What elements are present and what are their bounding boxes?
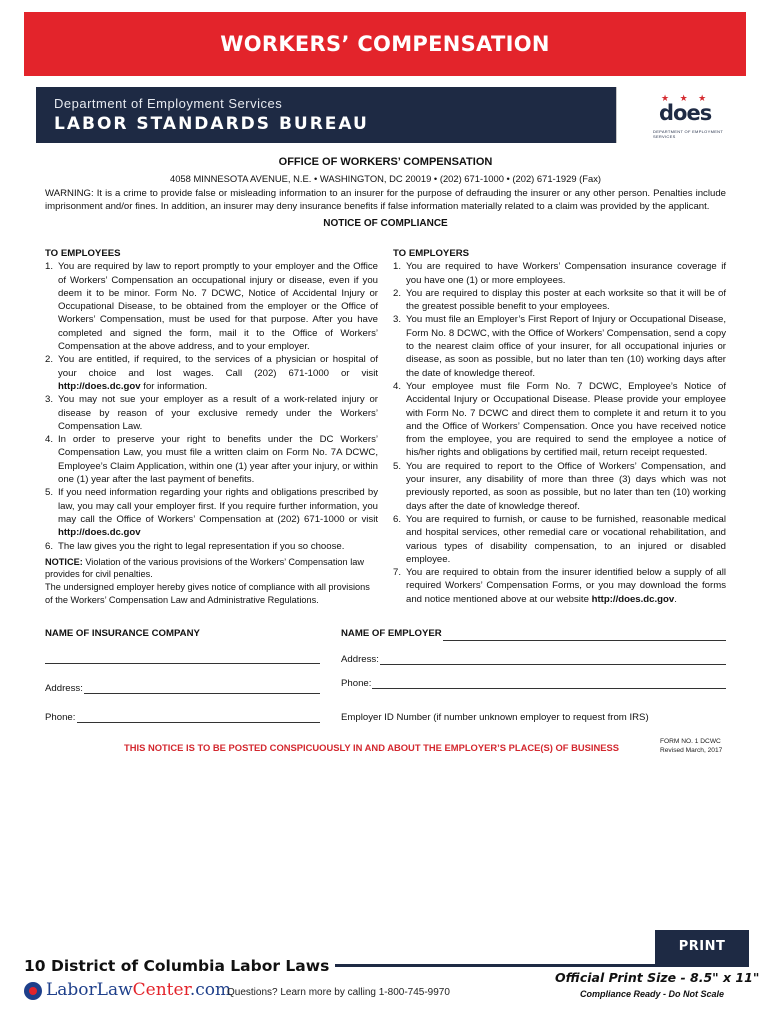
form-number: [660, 738, 722, 755]
bureau-name: LABOR STANDARDS BUREAU: [54, 114, 369, 134]
insurance-company-label: NAME OF INSURANCE COMPANY: [45, 628, 200, 639]
list-item-number: 4.: [45, 434, 54, 446]
list-item: [45, 393, 378, 433]
employer-address-label: Address:: [341, 654, 379, 665]
list-item-number: 1.: [393, 261, 402, 273]
brand-name: LaborLawCenter.com: [46, 980, 232, 1000]
list-item-text: Your employee must file Form No. 7 DCWC, Employee’s Notice of Accidental Injury or Occupational Disease. Please provide your employee with Form No. 7 DCWC and direct them to complete it and return it to you and the Office of Workers’ Compensation. Once you have received notice from the employee, you are required to send the employee a notice of his/her rights and obligations by certified mail, return receipt requested.: [406, 380, 726, 459]
globe-icon: [24, 982, 42, 1000]
list-item-text: You are required to have Workers’ Compensation insurance coverage if you have one (1) or more employees.: [406, 261, 726, 286]
document-header: [45, 154, 726, 230]
form-number-text: FORM NO. 1 DCWC: [660, 738, 721, 745]
compliance-note: Compliance Ready - Do Not Scale: [580, 989, 725, 999]
insurer-phone-label: Phone:: [45, 712, 76, 723]
list-item-text: You are required by law to report promptly to your employer and the Office of Workers’ Compensation an occupational injury or disease, even if you deem it to be minor. Form No. 7 DCWC, Notice of Accidental Injury or Occupational Disease, to be obtained from the employer or the Office of Workers’ Compensation, must be used for that purpose. After you have completed and signed the form, mail it to the Office of Workers’ Compensation at the above address, and to your employer.: [58, 261, 378, 353]
list-item: [45, 540, 378, 553]
logo-wordmark: does: [659, 101, 712, 125]
employees-column: [45, 247, 378, 606]
list-item-number: 3.: [393, 314, 402, 326]
list-item-number: 3.: [45, 394, 54, 406]
warning-text: WARNING: It is a crime to provide false or misleading information to an insurer for the purpose of defrauding the insurer or any other person. Penalties include imprisonment and/or fines. In addition, an insurer may deny insurance benefits if false information materially related to a claim was provided by the applicant.: [45, 187, 726, 212]
does-logo: [616, 87, 734, 143]
insurer-phone-line[interactable]: [77, 722, 320, 723]
list-item: [393, 566, 726, 606]
list-item-number: 5.: [393, 460, 402, 472]
employees-list: [45, 260, 378, 553]
poster-title: WORKERS’ COMPENSATION: [220, 32, 550, 56]
list-item-number: 6.: [45, 540, 54, 552]
list-item-number: 2.: [393, 287, 402, 299]
office-title: OFFICE OF WORKERS’ COMPENSATION: [278, 156, 493, 168]
list-item: [393, 313, 726, 379]
list-item-number: 1.: [45, 261, 54, 273]
insurer-address-label: Address:: [45, 683, 83, 694]
posting-notice: THIS NOTICE IS TO BE POSTED CONSPICUOUSLY IN AND ABOUT THE EMPLOYER’S PLACE(S) OF BUSINESS: [124, 742, 620, 753]
list-item-text: You are required to report to the Office of Workers’ Compensation, and your insurer, any disability of more than three (3) days which was not previously reported, as soon as possible, but no later than ten (10) working days after the date of knowledge thereof.: [406, 460, 726, 512]
list-item: [45, 486, 378, 539]
list-item-text: The law gives you the right to legal representation if you so choose.: [58, 540, 345, 552]
list-item-number: 7.: [393, 567, 402, 579]
employers-list: [393, 260, 726, 606]
notice-label: NOTICE:: [45, 556, 83, 567]
list-item: [45, 433, 378, 486]
employers-column: [393, 247, 726, 606]
list-item: [393, 260, 726, 287]
list-item-text: You are entitled, if required, to the services of a physician or hospital of your choice and lost wages. Call (202) 671-1000 or visit: [58, 354, 378, 379]
insurer-address-line[interactable]: [84, 693, 320, 694]
logo-subtitle: DEPARTMENT OF EMPLOYMENT SERVICES: [653, 129, 724, 139]
list-item: [393, 460, 726, 513]
list-item-tail: .: [674, 593, 677, 605]
employer-address-line[interactable]: [380, 664, 726, 665]
form-revised-text: Revised March, 2017: [660, 746, 723, 754]
list-item: [45, 260, 378, 353]
list-item: [393, 380, 726, 460]
list-item-number: 2.: [45, 354, 54, 366]
notice-text: Violation of the various provisions of the Workers’ Compensation law provides for civil penalties.: [45, 556, 364, 580]
list-item-text: If you need information regarding your rights and obligations prescribed by law, you may call your employer first. If you require further information, you may call the Office of Workers’ Compensation at (202) 671-1000 or visit: [58, 487, 378, 525]
list-item-text: You are required to obtain from the insurer identified below a supply of all required Workers’ Compensation Forms, or you may download the forms and notice mentioned above at our website: [406, 567, 726, 605]
list-item: [393, 513, 726, 566]
employer-phone-label: Phone:: [341, 678, 372, 689]
employer-name-label: NAME OF EMPLOYER: [341, 628, 442, 639]
list-item-text: You must file an Employer’s First Report of Injury or Occupational Disease, Form No. 8 DCWC, with the Office of Workers’ Compensation, send a copy to the nearest claim office of your insurer, for all occupational injuries or disease, as soon as possible, but no later than ten (10) working days after the date of knowledge thereof.: [406, 314, 726, 379]
employer-name-line[interactable]: [443, 640, 726, 641]
list-item: [45, 353, 378, 393]
list-item: [393, 287, 726, 314]
list-item-text: You may not sue your employer as a result of a work-related injury or disease by reason of your exclusive remedy under the Workers’ Compensation Law.: [58, 394, 378, 432]
employees-heading: TO EMPLOYEES: [45, 248, 121, 259]
employer-id-label: Employer ID Number (if number unknown employer to request from IRS): [341, 712, 649, 723]
website-link[interactable]: http://does.dc.gov: [58, 527, 141, 539]
employer-phone-line[interactable]: [372, 688, 726, 689]
list-item-text: In order to preserve your right to benefits under the DC Workers’ Compensation Law, you must file a written claim on Form No. 7A DCWC, Employee’s Claim Application, within one (1) year after your injury, or within one (1) year after the last payment of benefits.: [58, 434, 378, 486]
footer-title: 10 District of Columbia Labor Laws: [24, 957, 335, 975]
employers-heading: TO EMPLOYERS: [393, 248, 470, 259]
list-item-text: You are required to display this poster at each worksite so that it will be of the greatest possible benefit to your employees.: [406, 287, 726, 313]
official-print-size: Official Print Size - 8.5" x 11": [555, 970, 760, 985]
agency-header: [36, 87, 734, 143]
list-item-number: 5.: [45, 487, 54, 499]
list-item-number: 6.: [393, 513, 402, 525]
notice-penalties: [45, 556, 378, 581]
print-button[interactable]: PRINT: [655, 930, 749, 964]
website-link[interactable]: http://does.dc.gov: [591, 593, 675, 605]
list-item-number: 4.: [393, 380, 402, 392]
list-item-text: You are required to furnish, or cause to be furnished, reasonable medical and hospital services, other remedial care or vocational rehabilitation, and various types of disability compensation, to an injured or disabled employee.: [406, 513, 726, 565]
website-link[interactable]: http://does.dc.gov: [58, 380, 141, 392]
notice-title: NOTICE OF COMPLIANCE: [323, 218, 448, 230]
office-address: 4058 MINNESOTA AVENUE, N.E. • WASHINGTON, DC 20019 • (202) 671-1000 • (202) 671-1929 (Fax): [169, 173, 602, 185]
insurance-company-line[interactable]: [45, 663, 320, 664]
department-name: Department of Employment Services: [54, 96, 283, 111]
poster-banner: [24, 12, 746, 76]
logo-stars-icon: ★ ★ ★: [661, 93, 711, 103]
questions-phone: Questions? Learn more by calling 1-800-745-9970: [227, 987, 450, 998]
list-item-tail: for information.: [140, 380, 208, 392]
undersigned-text: The undersigned employer hereby gives notice of compliance with all provisions of the Workers’ Compensation Law and Administrative Regulations.: [45, 582, 370, 605]
